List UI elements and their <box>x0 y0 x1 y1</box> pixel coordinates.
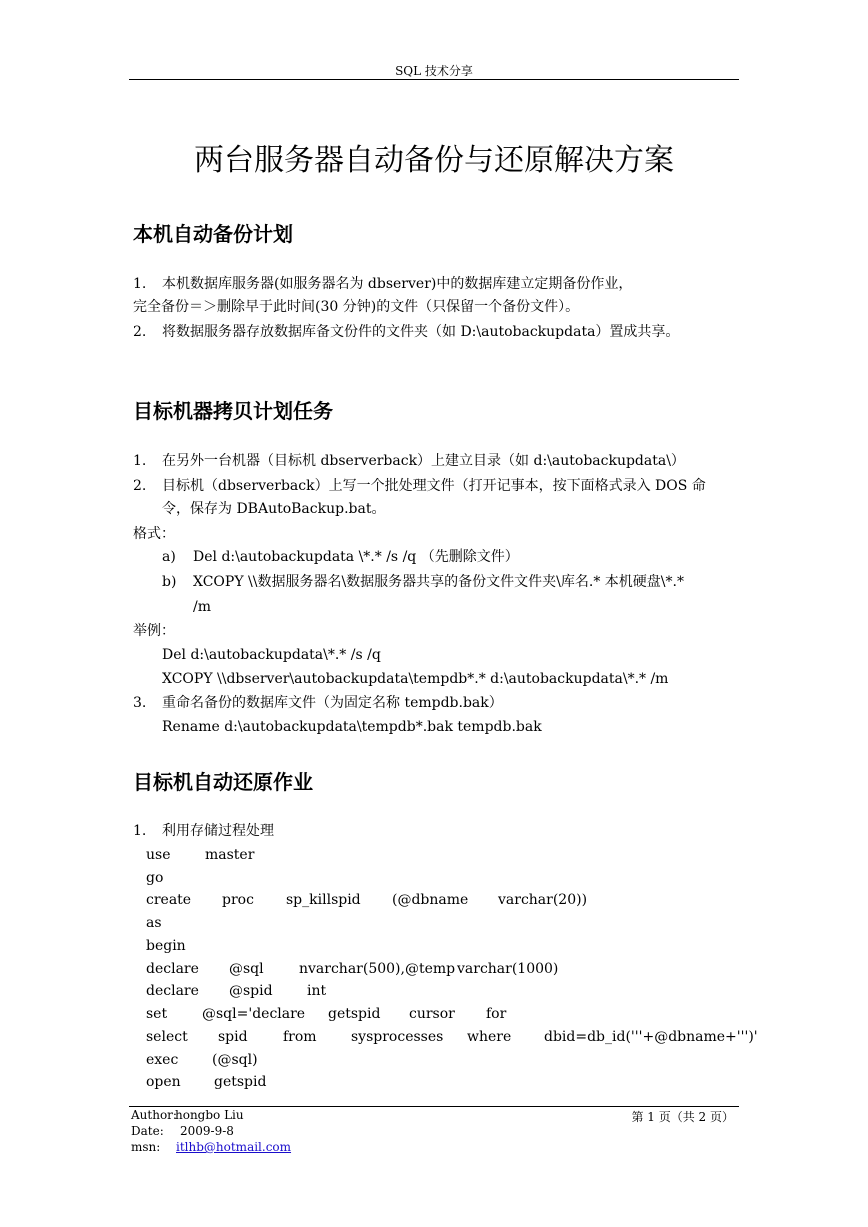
code-token: create <box>146 892 192 908</box>
code-token: open <box>146 1074 181 1090</box>
code-token: go <box>146 870 164 886</box>
code-token: @spid <box>229 983 273 999</box>
document-title: 两台服务器自动备份与还原解决方案 <box>194 143 674 178</box>
list-number: 1. <box>133 276 147 292</box>
example-line: XCOPY \\dbserver\autobackupdata\tempdb*.* d:\autobackupdata\*.* /m <box>162 671 669 687</box>
page-number: 第 1 页（共 2 页） <box>631 1110 734 1124</box>
list-number: 2. <box>133 324 147 340</box>
code-token: nvarchar(500),@temp <box>299 961 456 977</box>
sublist-letter: b) <box>162 574 177 590</box>
example-line: Del d:\autobackupdata\*.* /s /q <box>162 647 381 663</box>
code-token: int <box>307 983 327 999</box>
section-heading-restore-job: 目标机自动还原作业 <box>133 770 313 794</box>
code-token: sysprocesses <box>351 1029 444 1045</box>
header-rule <box>129 79 739 80</box>
list-item-text: 目标机（dbserverback）上写一个批处理文件（打开记事本，按下面格式录入 DOS 命 <box>162 478 706 494</box>
footer-rule <box>129 1106 739 1107</box>
code-token: use <box>146 847 171 863</box>
list-item-text: 将数据服务器存放数据库备文份件的文件夹（如 D:\autobackupdata）置成共享。 <box>162 324 680 340</box>
list-item-text: 重命名备份的数据库文件（为固定名称 tempdb.bak） <box>162 695 503 711</box>
code-token: cursor <box>409 1006 455 1022</box>
footer-date-label: Date: <box>131 1124 164 1138</box>
footer-author-label: Author: <box>131 1108 177 1122</box>
list-number: 2. <box>133 478 147 494</box>
code-token: dbid=db_id('''+@dbname+''')' <box>544 1029 758 1045</box>
example-label: 举例： <box>133 623 175 639</box>
code-token: varchar(20)) <box>498 892 588 908</box>
list-item-text: Rename d:\autobackupdata\tempdb*.bak tempdb.bak <box>162 719 542 735</box>
format-label: 格式： <box>133 526 175 542</box>
code-token: from <box>283 1029 317 1045</box>
code-token: proc <box>222 892 254 908</box>
code-token: begin <box>146 938 186 954</box>
footer-msn-link[interactable]: itlhb@hotmail.com <box>176 1140 292 1154</box>
code-token: (@dbname <box>392 892 469 908</box>
section-heading-local-backup: 本机自动备份计划 <box>133 222 293 246</box>
list-item-text: 令，保存为 DBAutoBackup.bat。 <box>162 501 386 517</box>
footer-date-value: 2009-9-8 <box>180 1124 234 1138</box>
sublist-text: XCOPY \\数据服务器名\数据服务器共享的备份文件文件夹\库名.* 本机硬盘\*.* <box>193 574 684 590</box>
list-item-text: 本机数据库服务器(如服务器名为 dbserver)中的数据库建立定期备份作业， <box>162 276 633 292</box>
list-number: 3. <box>133 695 147 711</box>
section-heading-copy-task: 目标机器拷贝计划任务 <box>133 399 333 423</box>
list-item-text: 在另外一台机器（目标机 dbserverback）上建立目录（如 d:\autobackupdata\） <box>162 453 685 469</box>
code-token: (@sql) <box>212 1052 258 1068</box>
list-item-text: 完全备份＝＞删除早于此时间(30 分钟)的文件（只保留一个备份文件）。 <box>133 299 580 315</box>
footer-author-value: hongbo Liu <box>175 1108 244 1122</box>
code-token: sp_killspid <box>286 892 361 908</box>
footer-msn-label: msn: <box>131 1140 161 1154</box>
sublist-text: Del d:\autobackupdata \*.* /s /q （先删除文件） <box>193 549 519 565</box>
code-token: exec <box>146 1052 179 1068</box>
list-number: 1. <box>133 453 147 469</box>
code-token: varchar(1000) <box>457 961 559 977</box>
code-token: @sql='declare <box>202 1006 306 1022</box>
code-token: master <box>205 847 255 863</box>
code-token: for <box>486 1006 507 1022</box>
code-token: where <box>467 1029 512 1045</box>
code-token: @sql <box>229 961 264 977</box>
list-item-text: 利用存储过程处理 <box>162 823 274 839</box>
code-token: getspid <box>328 1006 381 1022</box>
code-token: as <box>146 915 162 931</box>
sublist-text: /m <box>193 599 211 615</box>
sublist-letter: a) <box>162 549 176 565</box>
code-token: getspid <box>214 1074 267 1090</box>
code-token: declare <box>146 983 199 999</box>
page-header: SQL 技术分享 <box>395 64 473 78</box>
list-number: 1. <box>133 823 147 839</box>
code-token: spid <box>218 1029 248 1045</box>
code-token: set <box>146 1006 168 1022</box>
code-token: select <box>146 1029 188 1045</box>
code-token: declare <box>146 961 199 977</box>
